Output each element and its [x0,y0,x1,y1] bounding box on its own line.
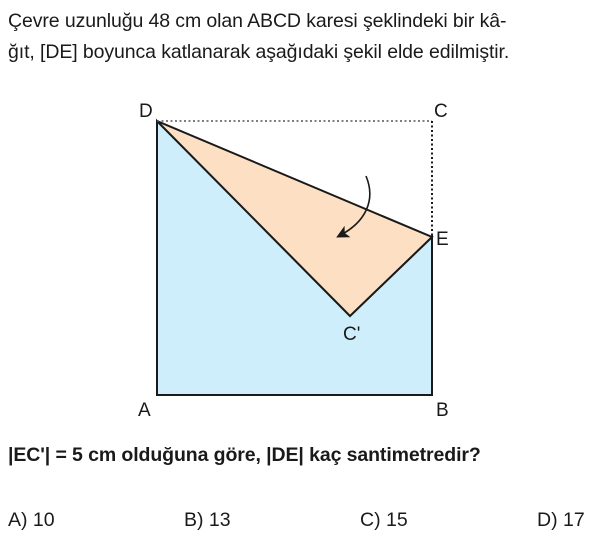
vertex-label-e: E [436,229,449,250]
choice-d[interactable]: D) 17 [537,509,585,531]
vertex-label-b: B [436,400,449,421]
question-prompt: |EC'| = 5 cm olduğuna göre, |DE| kaç santimetredir? [8,444,481,466]
vertex-label-d: D [139,101,153,122]
vertex-label-c: C [434,101,448,122]
choice-c[interactable]: C) 15 [360,509,408,531]
problem-line-1: Çevre uzunluğu 48 cm olan ABCD karesi şeklindeki bir kâ- [8,10,507,32]
choice-b[interactable]: B) 13 [184,509,231,531]
vertex-label-a: A [138,400,151,421]
problem-line-2: ğıt, [DE] boyunca katlanarak aşağıdaki şekil elde edilmiştir. [8,41,510,63]
choice-a[interactable]: A) 10 [8,509,55,531]
vertex-label-c-prime: C' [343,324,361,345]
